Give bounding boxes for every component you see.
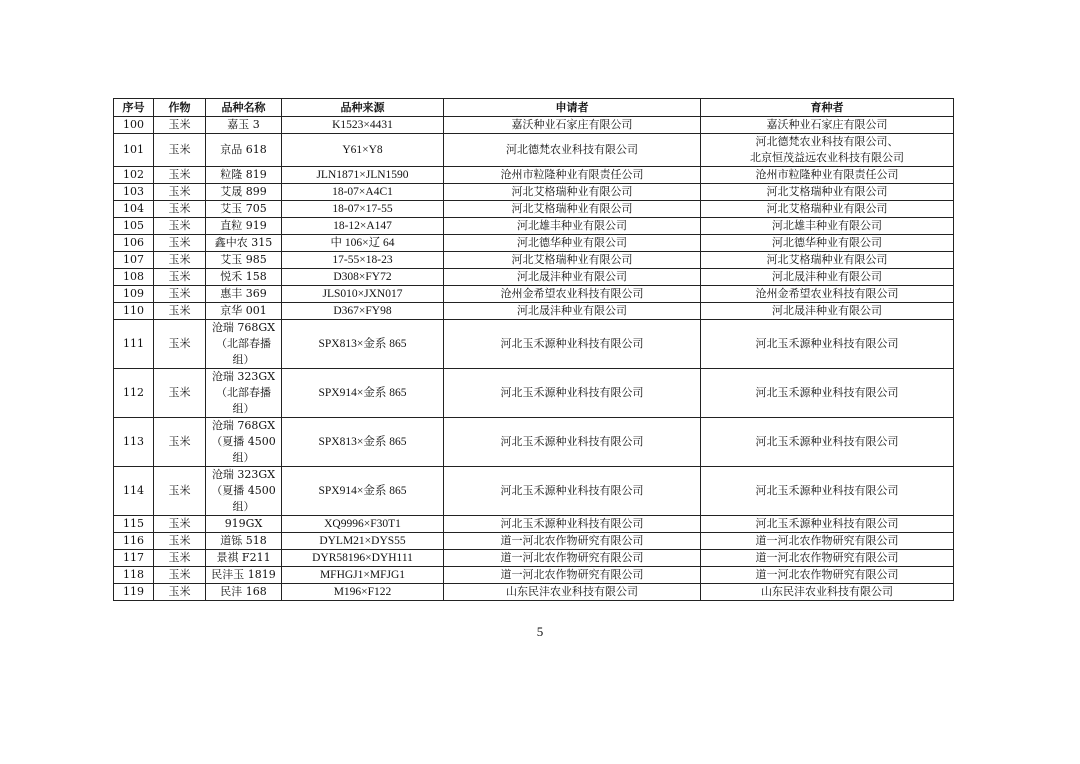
cell-breeder-line: 道一河北农作物研究有限公司 [755,551,899,564]
cell-variety-name [206,201,282,218]
cell-applicant-line: 嘉沃种业石家庄有限公司 [511,118,633,131]
cell-variety-source: XQ9996×F30T1 [282,516,444,533]
cell-serial: 119 [114,584,154,601]
table-row [114,320,954,369]
cell-variety-source: 18-07×17-55 [282,201,444,218]
cell-applicant [444,369,701,418]
cell-crop: 玉米 [154,550,206,567]
cell-applicant-line: 道一河北农作物研究有限公司 [500,551,644,564]
cell-breeder [701,184,954,201]
cell-applicant [444,134,701,167]
table-row [114,467,954,516]
cell-breeder-line: 河北晟沣种业有限公司 [772,270,882,283]
table-row [114,218,954,235]
cell-crop: 玉米 [154,252,206,269]
cell-crop: 玉米 [154,218,206,235]
cell-serial: 117 [114,550,154,567]
table-row [114,533,954,550]
cell-applicant [444,533,701,550]
cell-variety-name-line: 粒隆 819 [220,168,267,181]
cell-applicant-line: 道一河北农作物研究有限公司 [500,534,644,547]
cell-applicant-line: 河北德梵农业科技有限公司 [506,143,638,156]
cell-variety-name [206,550,282,567]
cell-variety-name [206,303,282,320]
cell-breeder-line: 山东民沣农业科技有限公司 [761,585,893,598]
cell-variety-name-line: 组） [232,500,255,513]
table-body [114,117,954,601]
cell-variety-name [206,467,282,516]
cell-breeder [701,167,954,184]
cell-variety-source: MFHGJ1×MFJG1 [282,567,444,584]
cell-serial: 110 [114,303,154,320]
cell-applicant [444,467,701,516]
cell-variety-name-line: 艾玉 985 [220,253,267,266]
cell-variety-name-line: （北部春播 [216,337,271,350]
cell-breeder [701,218,954,235]
cell-serial: 111 [114,320,154,369]
table-row [114,584,954,601]
cell-applicant-line: 河北晟沣种业有限公司 [517,304,627,317]
header-variety-source: 品种来源 [282,99,444,117]
cell-variety-name [206,218,282,235]
cell-crop: 玉米 [154,567,206,584]
cell-crop: 玉米 [154,117,206,134]
cell-applicant [444,269,701,286]
cell-breeder [701,418,954,467]
cell-breeder [701,467,954,516]
cell-variety-name [206,167,282,184]
cell-breeder [701,269,954,286]
header-serial: 序号 [114,99,154,117]
table-row [114,516,954,533]
cell-breeder [701,303,954,320]
cell-applicant [444,235,701,252]
cell-breeder [701,516,954,533]
cell-breeder [701,134,954,167]
cell-applicant-line: 河北玉禾源种业科技有限公司 [500,386,644,399]
cell-serial: 109 [114,286,154,303]
cell-variety-name [206,567,282,584]
cell-breeder-line: 河北艾格瑞种业有限公司 [766,185,888,198]
cell-variety-name-line: 民沣 168 [220,585,267,598]
cell-variety-name-line: 组） [232,353,255,366]
cell-variety-name-line: 京品 618 [220,143,267,156]
cell-applicant-line: 河北玉禾源种业科技有限公司 [500,435,644,448]
cell-applicant-line: 沧州市粒隆种业有限责任公司 [500,168,644,181]
header-applicant: 申请者 [444,99,701,117]
cell-serial: 118 [114,567,154,584]
cell-applicant [444,201,701,218]
cell-variety-name-line: （北部春播 [216,386,271,399]
table-row [114,184,954,201]
cell-applicant-line: 河北德华种业有限公司 [517,236,627,249]
cell-serial: 108 [114,269,154,286]
cell-serial: 104 [114,201,154,218]
cell-applicant [444,218,701,235]
table-row [114,269,954,286]
cell-variety-name-line: 沧瑞 768GX [211,419,276,432]
cell-variety-name-line: 沧瑞 323GX [211,468,276,481]
table-row [114,134,954,167]
cell-serial: 116 [114,533,154,550]
cell-variety-name-line: 京华 001 [220,304,267,317]
header-variety-name: 品种名称 [206,99,282,117]
cell-variety-name [206,134,282,167]
cell-variety-name [206,584,282,601]
cell-breeder [701,550,954,567]
cell-applicant [444,418,701,467]
cell-serial: 102 [114,167,154,184]
cell-variety-name [206,184,282,201]
cell-serial: 107 [114,252,154,269]
table-header-row [114,99,954,117]
cell-variety-source: 中 106×辽 64 [282,235,444,252]
cell-variety-name [206,117,282,134]
cell-serial: 101 [114,134,154,167]
cell-crop: 玉米 [154,467,206,516]
cell-variety-name-line: 景祺 F211 [216,551,271,564]
table-row [114,167,954,184]
cell-variety-source: 18-12×A147 [282,218,444,235]
cell-serial: 100 [114,117,154,134]
cell-variety-name [206,369,282,418]
cell-applicant-line: 河北玉禾源种业科技有限公司 [500,517,644,530]
cell-crop: 玉米 [154,167,206,184]
cell-breeder-line: 河北艾格瑞种业有限公司 [766,202,888,215]
cell-applicant [444,167,701,184]
cell-variety-name-line: 沧瑞 323GX [211,370,276,383]
table-row [114,286,954,303]
cell-variety-name [206,235,282,252]
cell-crop: 玉米 [154,533,206,550]
cell-crop: 玉米 [154,418,206,467]
cell-breeder-line: 河北玉禾源种业科技有限公司 [755,435,899,448]
cell-variety-name-line: 组） [232,402,255,415]
cell-breeder-line: 河北晟沣种业有限公司 [772,304,882,317]
cell-breeder-line: 河北玉禾源种业科技有限公司 [755,517,899,530]
cell-variety-name-line: （夏播 4500 [211,435,276,448]
cell-crop: 玉米 [154,320,206,369]
header-breeder: 育种者 [701,99,954,117]
cell-variety-name-line: 直粒 919 [220,219,267,232]
cell-applicant [444,184,701,201]
header-crop: 作物 [154,99,206,117]
cell-applicant [444,550,701,567]
table-row [114,201,954,218]
cell-variety-name [206,418,282,467]
cell-variety-source: D308×FY72 [282,269,444,286]
cell-variety-source: DYLM21×DYS55 [282,533,444,550]
cell-breeder [701,533,954,550]
cell-breeder [701,201,954,218]
cell-variety-source: D367×FY98 [282,303,444,320]
cell-breeder [701,584,954,601]
cell-breeder-line: 嘉沃种业石家庄有限公司 [766,118,888,131]
cell-crop: 玉米 [154,584,206,601]
cell-variety-source: M196×F122 [282,584,444,601]
cell-crop: 玉米 [154,286,206,303]
cell-serial: 115 [114,516,154,533]
cell-variety-name [206,269,282,286]
cell-breeder-line: 北京恒茂益远农业科技有限公司 [750,151,904,164]
cell-variety-name-line: （夏播 4500 [211,484,276,497]
cell-variety-name-line: 道铄 518 [220,534,267,547]
cell-crop: 玉米 [154,201,206,218]
table-row [114,117,954,134]
cell-applicant [444,117,701,134]
cell-breeder-line: 河北德梵农业科技有限公司、 [755,135,899,148]
table-row [114,235,954,252]
cell-breeder-line: 河北德华种业有限公司 [772,236,882,249]
cell-applicant-line: 道一河北农作物研究有限公司 [500,568,644,581]
cell-breeder [701,117,954,134]
cell-applicant [444,567,701,584]
cell-crop: 玉米 [154,184,206,201]
cell-breeder [701,252,954,269]
cell-crop: 玉米 [154,269,206,286]
cell-breeder-line: 河北玉禾源种业科技有限公司 [755,484,899,497]
cell-applicant-line: 河北艾格瑞种业有限公司 [511,185,633,198]
cell-breeder-line: 河北艾格瑞种业有限公司 [766,253,888,266]
cell-variety-name-line: 惠丰 369 [220,287,267,300]
variety-table [113,98,954,601]
cell-variety-name-line: 悦禾 158 [220,270,267,283]
cell-applicant [444,584,701,601]
cell-breeder [701,235,954,252]
cell-variety-source: SPX813×金系 865 [282,320,444,369]
cell-applicant-line: 山东民沣农业科技有限公司 [506,585,638,598]
cell-serial: 113 [114,418,154,467]
cell-applicant-line: 河北艾格瑞种业有限公司 [511,253,633,266]
table-row [114,567,954,584]
cell-breeder [701,320,954,369]
cell-variety-source: SPX813×金系 865 [282,418,444,467]
table-row [114,550,954,567]
cell-crop: 玉米 [154,369,206,418]
cell-crop: 玉米 [154,303,206,320]
cell-variety-name [206,286,282,303]
cell-applicant [444,516,701,533]
cell-variety-name-line: 艾玉 705 [220,202,267,215]
page-number: 5 [536,624,544,639]
cell-breeder [701,369,954,418]
cell-crop: 玉米 [154,134,206,167]
table-row [114,369,954,418]
cell-applicant [444,252,701,269]
cell-breeder-line: 河北玉禾源种业科技有限公司 [755,337,899,350]
cell-applicant-line: 河北艾格瑞种业有限公司 [511,202,633,215]
cell-breeder-line: 沧州市粒隆种业有限责任公司 [755,168,899,181]
cell-serial: 106 [114,235,154,252]
cell-crop: 玉米 [154,235,206,252]
cell-variety-name-line: 民沣玉 1819 [211,568,276,581]
cell-variety-source: JLN1871×JLN1590 [282,167,444,184]
cell-serial: 112 [114,369,154,418]
cell-variety-source: SPX914×金系 865 [282,369,444,418]
cell-breeder-line: 道一河北农作物研究有限公司 [755,568,899,581]
cell-breeder [701,286,954,303]
cell-variety-name-line: 鑫中农 315 [214,236,273,249]
cell-applicant-line: 河北雄丰种业有限公司 [517,219,627,232]
cell-variety-name-line: 嘉玉 3 [227,118,260,131]
cell-variety-name [206,320,282,369]
cell-applicant-line: 河北玉禾源种业科技有限公司 [500,337,644,350]
cell-applicant [444,286,701,303]
cell-crop: 玉米 [154,516,206,533]
cell-variety-source: DYR58196×DYH111 [282,550,444,567]
cell-breeder-line: 道一河北农作物研究有限公司 [755,534,899,547]
cell-variety-name-line: 沧瑞 768GX [211,321,276,334]
cell-serial: 105 [114,218,154,235]
cell-applicant [444,320,701,369]
cell-serial: 114 [114,467,154,516]
cell-applicant [444,303,701,320]
cell-variety-source: Y61×Y8 [282,134,444,167]
cell-variety-name-line: 艾晟 899 [220,185,267,198]
cell-breeder-line: 河北玉禾源种业科技有限公司 [755,386,899,399]
cell-applicant-line: 河北玉禾源种业科技有限公司 [500,484,644,497]
table-row [114,303,954,320]
cell-variety-name [206,533,282,550]
table-row [114,418,954,467]
cell-variety-name-line: 919GX [224,517,263,530]
cell-breeder-line: 沧州金希望农业科技有限公司 [755,287,899,300]
cell-breeder [701,567,954,584]
cell-applicant-line: 沧州金希望农业科技有限公司 [500,287,644,300]
cell-variety-name-line: 组） [232,451,255,464]
cell-breeder-line: 河北雄丰种业有限公司 [772,219,882,232]
cell-variety-source: SPX914×金系 865 [282,467,444,516]
cell-variety-source: 17-55×18-23 [282,252,444,269]
cell-variety-name [206,252,282,269]
cell-variety-source: K1523×4431 [282,117,444,134]
cell-serial: 103 [114,184,154,201]
cell-variety-source: JLS010×JXN017 [282,286,444,303]
table-row [114,252,954,269]
cell-variety-source: 18-07×A4C1 [282,184,444,201]
cell-applicant-line: 河北晟沣种业有限公司 [517,270,627,283]
cell-variety-name [206,516,282,533]
